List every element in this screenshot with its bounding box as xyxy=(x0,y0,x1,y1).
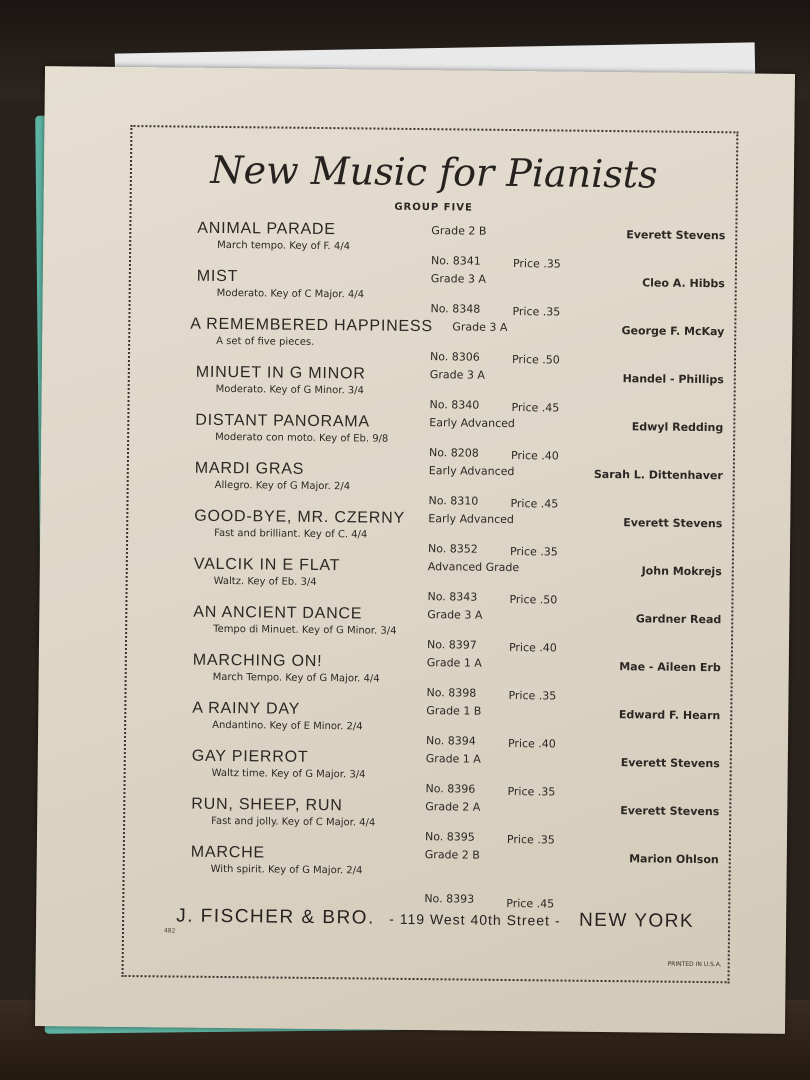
piece-title: A REMEMBERED HAPPINESS xyxy=(190,315,433,336)
piece-grade: Early Advanced xyxy=(428,512,515,527)
piece-subtitle: A set of five pieces. xyxy=(216,335,315,348)
piece-number: No. 8310 xyxy=(428,494,479,508)
piece-grade: Grade 3 A xyxy=(430,272,486,286)
piece-grade: Grade 3 A xyxy=(452,320,508,334)
piece-subtitle: Moderato. Key of C Major. 4/4 xyxy=(216,287,365,301)
piece-price: Price .40 xyxy=(508,640,557,655)
piece-composer: Everett Stevens xyxy=(623,516,723,531)
piece-number: No. 8397 xyxy=(426,638,477,652)
piece-number: No. 8398 xyxy=(426,686,477,700)
piece-title: ANIMAL PARADE xyxy=(197,219,336,239)
piece-price: Price .40 xyxy=(507,736,556,751)
page-title: New Music for Pianists xyxy=(210,147,658,197)
piece-price: Price .45 xyxy=(511,401,560,415)
piece-subtitle: Moderato. Key of G Minor. 3/4 xyxy=(215,383,365,397)
publisher-city: NEW YORK xyxy=(578,909,695,932)
piece-grade: Advanced Grade xyxy=(427,560,520,575)
piece-subtitle: Waltz. Key of Eb. 3/4 xyxy=(213,575,317,588)
piece-subtitle: Fast and brilliant. Key of C. 4/4 xyxy=(214,527,368,541)
piece-grade: Grade 1 A xyxy=(425,752,481,766)
piece-title: MARDI GRAS xyxy=(194,459,305,478)
piece-grade: Grade 3 A xyxy=(429,368,485,382)
piece-title: AN ANCIENT DANCE xyxy=(193,603,363,623)
piece-subtitle: Tempo di Minuet. Key of G Minor. 3/4 xyxy=(213,623,397,637)
piece-composer: Handel - Phillips xyxy=(622,372,724,387)
piece-subtitle: With spirit. Key of G Major. 2/4 xyxy=(210,863,363,877)
piece-number: No. 8394 xyxy=(425,734,476,748)
catalog-code: 482 xyxy=(163,927,176,935)
piece-subtitle: Moderato con moto. Key of Eb. 9/8 xyxy=(215,431,389,445)
piece-subtitle: March Tempo. Key of G Major. 4/4 xyxy=(212,671,380,685)
piece-price: Price .35 xyxy=(512,257,561,271)
piece-composer: John Mokrejs xyxy=(641,564,722,579)
piece-price: Price .35 xyxy=(509,544,558,559)
piece-grade: Grade 3 A xyxy=(427,608,483,622)
piece-number: No. 8341 xyxy=(430,254,481,268)
piece-number: No. 8352 xyxy=(427,542,478,556)
piece-title: RUN, SHEEP, RUN xyxy=(191,795,343,815)
sheet-music-back-cover xyxy=(35,66,795,1034)
piece-title: GOOD-BYE, MR. CZERNY xyxy=(194,507,406,527)
piece-price: Price .50 xyxy=(511,353,560,367)
piece-subtitle: Allegro. Key of G Major. 2/4 xyxy=(214,479,351,493)
dotted-frame xyxy=(122,125,739,983)
piece-composer: Sarah L. Dittenhaver xyxy=(593,467,723,483)
piece-price: Price .45 xyxy=(510,496,559,511)
piece-number: No. 8343 xyxy=(427,590,478,604)
piece-title: DISTANT PANORAMA xyxy=(195,411,371,431)
piece-subtitle: Andantino. Key of E Minor. 2/4 xyxy=(212,719,363,733)
piece-composer: Everett Stevens xyxy=(620,756,720,771)
piece-grade: Early Advanced xyxy=(428,464,515,479)
piece-price: Price .35 xyxy=(512,305,561,319)
piece-grade: Grade 2 B xyxy=(424,848,480,862)
piece-subtitle: Waltz time. Key of G Major. 3/4 xyxy=(211,767,366,781)
piece-price: Price .35 xyxy=(507,784,556,799)
piece-title: MARCHING ON! xyxy=(192,651,323,671)
piece-title: GAY PIERROT xyxy=(191,747,309,766)
list-item xyxy=(124,830,724,897)
piece-number: No. 8396 xyxy=(425,782,476,796)
piece-title: MARCHE xyxy=(190,843,266,862)
piece-grade: Grade 2 B xyxy=(431,224,487,238)
piece-title: MIST xyxy=(196,267,239,286)
piece-price: Price .40 xyxy=(510,449,559,463)
piece-number: No. 8393 xyxy=(424,892,475,906)
publisher-name: J. FISCHER & BRO. xyxy=(176,905,375,929)
piece-price: Price .50 xyxy=(509,592,558,607)
piece-composer: Edward F. Hearn xyxy=(618,708,721,723)
piece-composer: Mae - Aileen Erb xyxy=(619,660,721,675)
piece-grade: Grade 1 B xyxy=(426,704,482,718)
piece-composer: Marion Ohlson xyxy=(629,852,719,867)
piece-subtitle: March tempo. Key of F. 4/4 xyxy=(217,239,351,253)
piece-number: No. 8340 xyxy=(429,398,480,412)
piece-composer: Everett Stevens xyxy=(626,228,726,243)
group-label: GROUP FIVE xyxy=(394,201,473,214)
piece-number: No. 8208 xyxy=(428,446,479,460)
piece-price: Price .45 xyxy=(506,896,555,911)
publisher-address: - 119 West 40th Street - xyxy=(389,910,561,929)
piece-grade: Early Advanced xyxy=(429,416,516,431)
piece-title: VALCIK IN E FLAT xyxy=(193,555,341,575)
piece-composer: Everett Stevens xyxy=(620,804,720,819)
publisher-line xyxy=(176,906,694,933)
piece-number: No. 8395 xyxy=(424,830,475,844)
piece-subtitle: Fast and jolly. Key of C Major. 4/4 xyxy=(211,815,376,829)
piece-composer: George F. McKay xyxy=(621,324,725,339)
piece-composer: Gardner Read xyxy=(635,612,722,627)
piece-number: No. 8348 xyxy=(430,302,481,316)
piece-title: MINUET IN G MINOR xyxy=(195,363,366,383)
piece-title: A RAINY DAY xyxy=(192,699,301,718)
piece-composer: Cleo A. Hibbs xyxy=(642,276,725,291)
piece-composer: Edwyl Redding xyxy=(631,420,724,435)
piece-price: Price .35 xyxy=(506,832,555,847)
piece-price: Price .35 xyxy=(508,688,557,703)
piece-grade: Grade 1 A xyxy=(426,656,482,670)
piece-grade: Grade 2 A xyxy=(425,800,481,814)
printed-in-usa: PRINTED IN U.S.A. xyxy=(667,960,722,969)
piece-number: No. 8306 xyxy=(429,350,480,364)
